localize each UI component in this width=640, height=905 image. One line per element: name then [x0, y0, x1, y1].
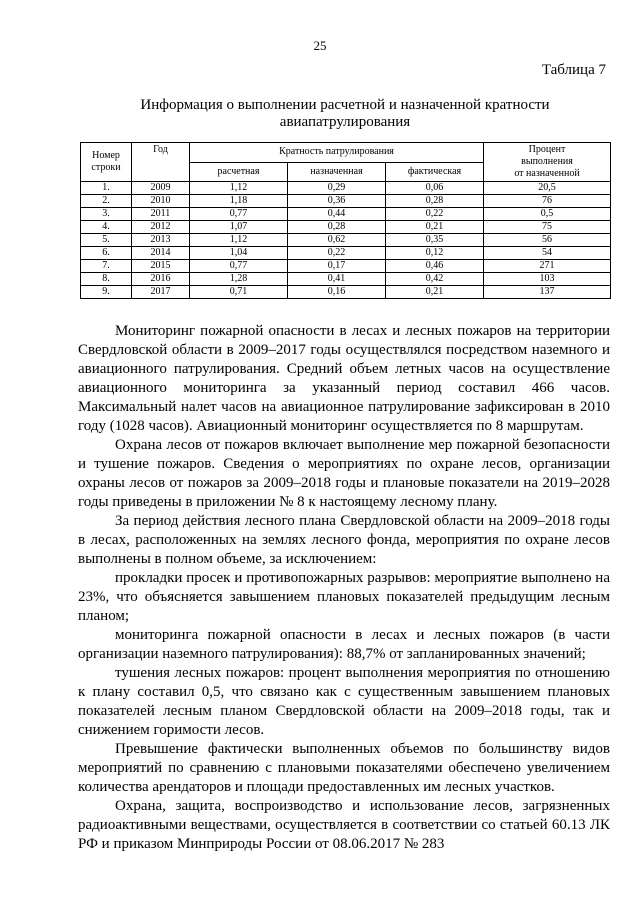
table-cell: 54	[484, 247, 611, 260]
table-cell: 0,29	[288, 182, 386, 195]
table-cell: 76	[484, 195, 611, 208]
table-cell: 103	[484, 273, 611, 286]
table-cell: 2015	[132, 260, 190, 273]
paragraph: Охрана, защита, воспроизводство и использование лесов, загрязненных радиоактивными веществами, осуществляется в соответствии со статьей 60.13 ЛК РФ и приказом Минприроды России от 08.06.2017 № 283	[78, 798, 610, 852]
paragraph: Охрана лесов от пожаров включает выполнение мер пожарной безопасности и тушение пожаров. Сведения о мероприятиях по охране лесов, организации охраны лесов от пожаров за 2009–2018 годы и плановые показатели на 2019–2028 годы приведены в приложении № 8 к настоящему лесному плану.	[78, 437, 610, 510]
table-cell: 137	[484, 286, 611, 299]
table-row	[81, 286, 611, 299]
table-row	[81, 273, 611, 286]
table-cell: 0,62	[288, 234, 386, 247]
paragraph: Превышение фактически выполненных объемов по большинству видов мероприятий по сравнению с плановыми показателями обеспечено увеличением количества арендаторов и площади предоставленных им лесных участков.	[78, 741, 610, 795]
table-cell: 9.	[81, 286, 132, 299]
table-cell: 56	[484, 234, 611, 247]
table-cell: 0,28	[288, 221, 386, 234]
paragraph: За период действия лесного плана Свердловской области на 2009–2018 годы в лесах, расположенных на землях лесного фонда, мероприятия по охране лесов выполнены в полном объеме, за исключением:	[78, 513, 610, 567]
table-cell: 0,28	[386, 195, 484, 208]
table-cell: 271	[484, 260, 611, 273]
table-cell: 1,12	[190, 182, 288, 195]
table-cell: 1,28	[190, 273, 288, 286]
table-cell: 20,5	[484, 182, 611, 195]
table-cell: 5.	[81, 234, 132, 247]
table-cell: 2009	[132, 182, 190, 195]
table-cell: 4.	[81, 221, 132, 234]
patrol-frequency-table	[80, 142, 611, 299]
table-cell: 0,46	[386, 260, 484, 273]
paragraph: тушения лесных пожаров: процент выполнения мероприятия по отношению к плану составил 0,5, что связано как с существенным завышением плановых показателей лесным планом Свердловской области на 2009–2018 годы, так и снижением горимости лесов.	[78, 665, 610, 738]
header-actual: фактическая	[386, 162, 484, 182]
table-title-line2: авиапатрулирования	[279, 114, 411, 130]
table-cell: 0,71	[190, 286, 288, 299]
table-cell: 0,22	[288, 247, 386, 260]
table-cell: 2011	[132, 208, 190, 221]
table-cell: 2014	[132, 247, 190, 260]
header-year: Год	[132, 143, 190, 182]
table-cell: 0,5	[484, 208, 611, 221]
table-cell: 0,77	[190, 208, 288, 221]
page-number: 25	[313, 38, 327, 53]
table-cell: 0,17	[288, 260, 386, 273]
table-cell: 0,42	[386, 273, 484, 286]
header-calculated: расчетная	[190, 162, 288, 182]
table-cell: 0,77	[190, 260, 288, 273]
table-cell: 0,21	[386, 221, 484, 234]
table-cell: 1,18	[190, 195, 288, 208]
table-cell: 0,06	[386, 182, 484, 195]
table-cell: 6.	[81, 247, 132, 260]
table-cell: 2016	[132, 273, 190, 286]
table-cell: 0,36	[288, 195, 386, 208]
table-title	[80, 97, 610, 131]
table-body	[81, 182, 611, 299]
table-cell: 3.	[81, 208, 132, 221]
table-cell: 1,07	[190, 221, 288, 234]
header-row-number: Номер строки	[81, 143, 132, 182]
table-cell: 0,44	[288, 208, 386, 221]
table-cell: 2017	[132, 286, 190, 299]
table-label: Таблица 7	[541, 62, 606, 78]
header-frequency-group: Кратность патрулирования	[190, 143, 484, 163]
table-cell: 0,35	[386, 234, 484, 247]
table-cell: 0,16	[288, 286, 386, 299]
table-cell: 1,12	[190, 234, 288, 247]
table-row	[81, 221, 611, 234]
header-assigned: назначенная	[288, 162, 386, 182]
table-title-line1: Информация о выполнении расчетной и назначенной кратности	[140, 97, 550, 113]
table-row	[81, 260, 611, 273]
table-row	[81, 182, 611, 195]
table-cell: 2010	[132, 195, 190, 208]
table-cell: 1,04	[190, 247, 288, 260]
table-cell: 0,41	[288, 273, 386, 286]
table-cell: 7.	[81, 260, 132, 273]
paragraph: прокладки просек и противопожарных разрывов: мероприятие выполнено на 23%, что объясняется завышением плановых показателей предыдущим лесным планом;	[78, 570, 610, 624]
table-row	[81, 234, 611, 247]
paragraph: Мониторинг пожарной опасности в лесах и лесных пожаров на территории Свердловской области в 2009–2017 годы осуществлялся посредством наземного и авиационного патрулирования. Средний объем летных часов на осуществление авиационного мониторинга за указанный период составил 466 часов. Максимальный налет часов на авиационное патрулирование зафиксирован в 2010 году (1028 часов). Авиационный мониторинг осуществляется по 8 маршрутам.	[78, 323, 610, 434]
table-cell: 75	[484, 221, 611, 234]
table-cell: 2.	[81, 195, 132, 208]
table-cell: 8.	[81, 273, 132, 286]
table-cell: 2013	[132, 234, 190, 247]
table-row	[81, 208, 611, 221]
table-cell: 0,22	[386, 208, 484, 221]
table-row	[81, 247, 611, 260]
table-cell: 0,12	[386, 247, 484, 260]
body-text	[78, 322, 610, 854]
table-row	[81, 195, 611, 208]
table-cell: 2012	[132, 221, 190, 234]
table-cell: 0,21	[386, 286, 484, 299]
header-percent: Процент выполнения от назначенной	[484, 143, 611, 182]
table-cell: 1.	[81, 182, 132, 195]
paragraph: мониторинга пожарной опасности в лесах и лесных пожаров (в части организации наземного патрулирования): 88,7% от запланированных значений;	[78, 627, 610, 662]
